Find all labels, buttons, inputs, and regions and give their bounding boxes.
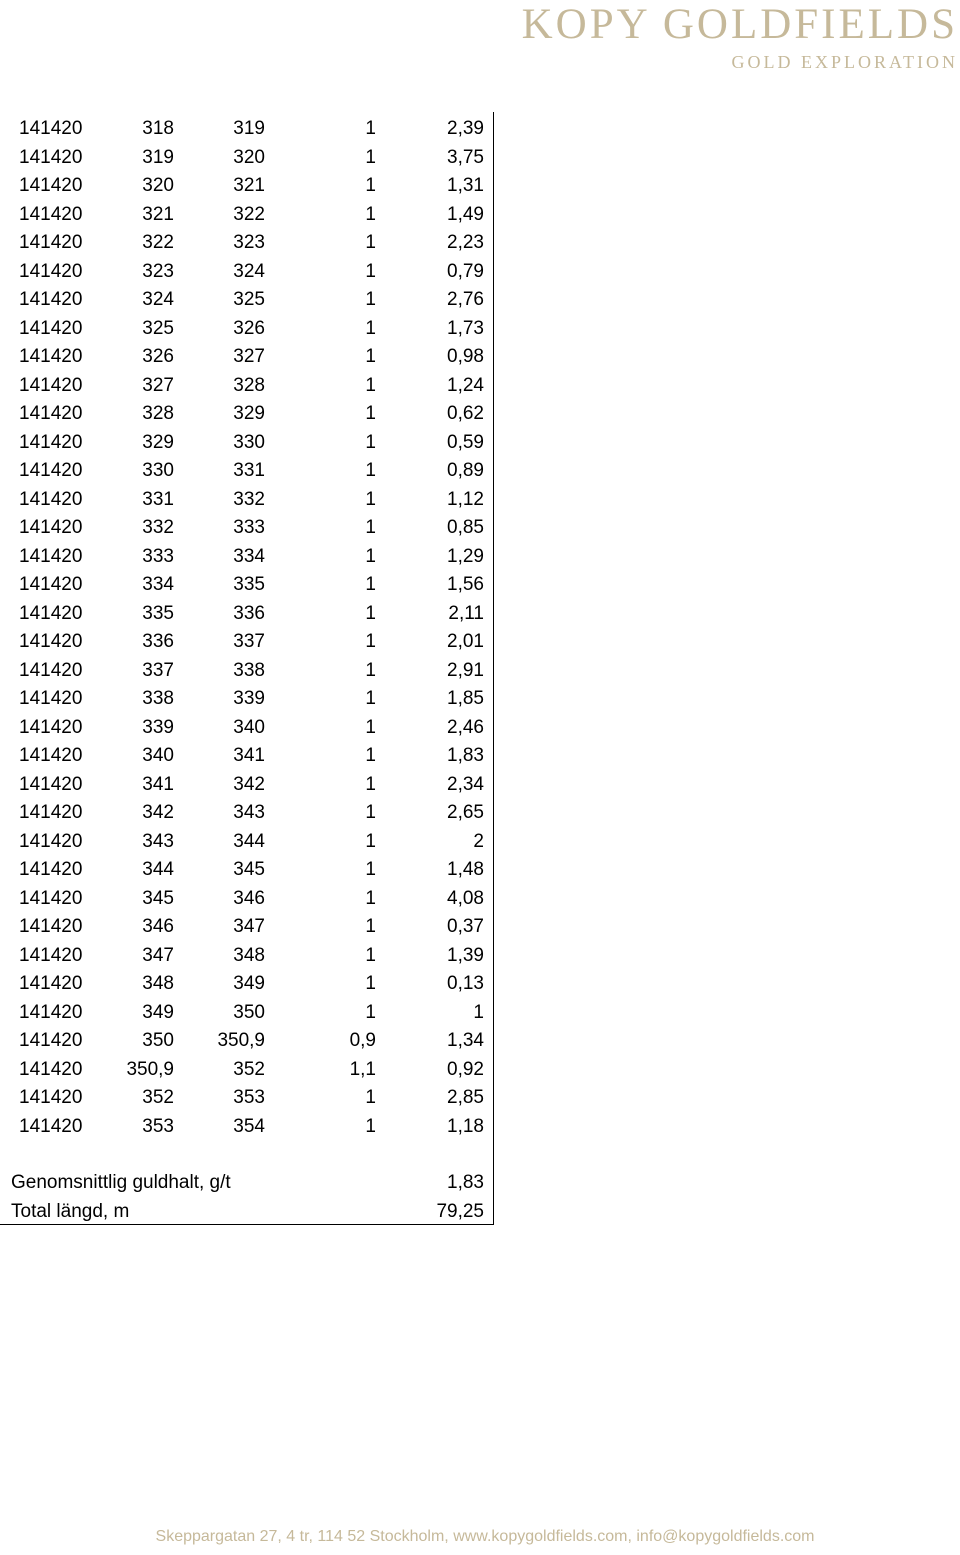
grade-cell: 2,39 bbox=[447, 118, 484, 139]
to-cell: 344 bbox=[233, 830, 265, 852]
table-row bbox=[0, 771, 494, 800]
hole-id-cell: 141420 bbox=[19, 659, 83, 681]
to-cell: 320 bbox=[233, 146, 265, 168]
table-row bbox=[0, 343, 494, 372]
logo-tagline: GOLD EXPLORATION bbox=[731, 52, 958, 72]
table-row bbox=[0, 400, 494, 429]
hole-id-cell: 141420 bbox=[19, 944, 83, 966]
hole-id-cell: 141420 bbox=[19, 1115, 83, 1137]
grade-cell: 1 bbox=[473, 1001, 484, 1023]
table-row bbox=[0, 144, 494, 173]
table-row bbox=[0, 457, 494, 486]
table-row bbox=[0, 885, 494, 914]
hole-id-cell: 141420 bbox=[19, 802, 83, 823]
table-row bbox=[0, 1113, 494, 1142]
grade-cell: 2,91 bbox=[447, 659, 484, 681]
table-row bbox=[0, 372, 494, 401]
to-cell: 352 bbox=[233, 1058, 265, 1080]
table-row bbox=[0, 657, 494, 686]
hole-id-cell: 141420 bbox=[19, 1001, 83, 1023]
hole-id-cell: 141420 bbox=[19, 146, 83, 168]
table-row bbox=[0, 628, 494, 657]
hole-id-cell: 141420 bbox=[19, 431, 83, 453]
from-cell: 318 bbox=[142, 118, 174, 139]
to-cell: 322 bbox=[233, 203, 265, 225]
from-cell: 326 bbox=[142, 346, 174, 367]
hole-id-cell: 141420 bbox=[19, 688, 83, 709]
table-row bbox=[0, 486, 494, 515]
grade-cell: 1,83 bbox=[447, 745, 484, 766]
to-cell: 341 bbox=[233, 745, 265, 766]
interval-cell: 1 bbox=[365, 175, 376, 196]
table-body bbox=[0, 115, 494, 1141]
from-cell: 319 bbox=[142, 146, 174, 168]
table-row bbox=[0, 286, 494, 315]
grade-cell: 0,89 bbox=[447, 460, 484, 481]
interval-cell: 1 bbox=[365, 602, 376, 624]
to-cell: 345 bbox=[233, 859, 265, 880]
grade-cell: 2,46 bbox=[447, 716, 484, 738]
grade-cell: 0,85 bbox=[447, 517, 484, 538]
grade-cell: 2,34 bbox=[447, 773, 484, 795]
average-grade-row bbox=[0, 1169, 494, 1198]
interval-cell: 1 bbox=[365, 289, 376, 310]
hole-id-cell: 141420 bbox=[19, 973, 83, 994]
from-cell: 340 bbox=[142, 745, 174, 766]
hole-id-cell: 141420 bbox=[19, 545, 83, 567]
grade-cell: 2,01 bbox=[447, 631, 484, 652]
interval-cell: 1 bbox=[365, 488, 376, 510]
grade-cell: 0,59 bbox=[447, 431, 484, 453]
total-length-value: 79,25 bbox=[436, 1201, 484, 1222]
logo-wordmark: KOPY GOLDFIELDS bbox=[521, 1, 958, 48]
grade-cell: 1,24 bbox=[447, 374, 484, 396]
interval-cell: 1 bbox=[365, 403, 376, 424]
table-row bbox=[0, 799, 494, 828]
grade-cell: 0,13 bbox=[447, 973, 484, 994]
to-cell: 329 bbox=[233, 403, 265, 424]
interval-cell: 1 bbox=[365, 830, 376, 852]
hole-id-cell: 141420 bbox=[19, 859, 83, 880]
from-cell: 350 bbox=[142, 1030, 174, 1051]
hole-id-cell: 141420 bbox=[19, 916, 83, 937]
to-cell: 349 bbox=[233, 973, 265, 994]
hole-id-cell: 141420 bbox=[19, 403, 83, 424]
interval-cell: 1 bbox=[365, 688, 376, 709]
interval-cell: 1 bbox=[365, 203, 376, 225]
to-cell: 334 bbox=[233, 545, 265, 567]
from-cell: 327 bbox=[142, 374, 174, 396]
interval-cell: 1 bbox=[365, 232, 376, 253]
interval-cell: 1 bbox=[365, 1001, 376, 1023]
grade-cell: 1,31 bbox=[447, 175, 484, 196]
from-cell: 348 bbox=[142, 973, 174, 994]
to-cell: 331 bbox=[233, 460, 265, 481]
total-length-row bbox=[0, 1198, 494, 1227]
hole-id-cell: 141420 bbox=[19, 346, 83, 367]
hole-id-cell: 141420 bbox=[19, 887, 83, 909]
from-cell: 347 bbox=[142, 944, 174, 966]
hole-id-cell: 141420 bbox=[19, 260, 83, 282]
grade-cell: 0,79 bbox=[447, 260, 484, 282]
interval-cell: 1 bbox=[365, 260, 376, 282]
to-cell: 350 bbox=[233, 1001, 265, 1023]
to-cell: 339 bbox=[233, 688, 265, 709]
hole-id-cell: 141420 bbox=[19, 1030, 83, 1051]
hole-id-cell: 141420 bbox=[19, 1087, 83, 1108]
interval-cell: 1 bbox=[365, 574, 376, 595]
from-cell: 353 bbox=[142, 1115, 174, 1137]
from-cell: 342 bbox=[142, 802, 174, 823]
from-cell: 320 bbox=[142, 175, 174, 196]
interval-cell: 1 bbox=[365, 944, 376, 966]
grade-cell: 1,73 bbox=[447, 317, 484, 339]
interval-cell: 1 bbox=[365, 346, 376, 367]
from-cell: 324 bbox=[142, 289, 174, 310]
to-cell: 337 bbox=[233, 631, 265, 652]
from-cell: 350,9 bbox=[126, 1058, 174, 1080]
interval-cell: 1 bbox=[365, 1087, 376, 1108]
interval-cell: 1 bbox=[365, 317, 376, 339]
to-cell: 328 bbox=[233, 374, 265, 396]
table-row bbox=[0, 828, 494, 857]
to-cell: 327 bbox=[233, 346, 265, 367]
table-row bbox=[0, 685, 494, 714]
to-cell: 323 bbox=[233, 232, 265, 253]
table-row bbox=[0, 742, 494, 771]
hole-id-cell: 141420 bbox=[19, 830, 83, 852]
to-cell: 325 bbox=[233, 289, 265, 310]
hole-id-cell: 141420 bbox=[19, 517, 83, 538]
interval-cell: 1 bbox=[365, 545, 376, 567]
table-row bbox=[0, 999, 494, 1028]
table-row bbox=[0, 172, 494, 201]
to-cell: 335 bbox=[233, 574, 265, 595]
grade-cell: 2 bbox=[473, 830, 484, 852]
interval-cell: 1 bbox=[365, 1115, 376, 1137]
average-grade-value: 1,83 bbox=[447, 1172, 484, 1193]
from-cell: 335 bbox=[142, 602, 174, 624]
grade-cell: 1,49 bbox=[447, 203, 484, 225]
table-row bbox=[0, 714, 494, 743]
from-cell: 328 bbox=[142, 403, 174, 424]
grade-cell: 1,18 bbox=[447, 1115, 484, 1137]
to-cell: 347 bbox=[233, 916, 265, 937]
to-cell: 330 bbox=[233, 431, 265, 453]
table-row bbox=[0, 942, 494, 971]
interval-cell: 1 bbox=[365, 146, 376, 168]
from-cell: 333 bbox=[142, 545, 174, 567]
from-cell: 322 bbox=[142, 232, 174, 253]
table-row bbox=[0, 115, 494, 144]
from-cell: 321 bbox=[142, 203, 174, 225]
grade-cell: 1,56 bbox=[447, 574, 484, 595]
from-cell: 332 bbox=[142, 517, 174, 538]
from-cell: 344 bbox=[142, 859, 174, 880]
grade-cell: 2,11 bbox=[448, 602, 484, 624]
grade-cell: 2,85 bbox=[447, 1087, 484, 1108]
grade-cell: 1,34 bbox=[447, 1030, 484, 1051]
from-cell: 325 bbox=[142, 317, 174, 339]
to-cell: 346 bbox=[233, 887, 265, 909]
total-length-label: Total längd, m bbox=[11, 1201, 130, 1222]
to-cell: 343 bbox=[233, 802, 265, 823]
to-cell: 324 bbox=[233, 260, 265, 282]
interval-cell: 1 bbox=[365, 659, 376, 681]
grade-cell: 1,12 bbox=[447, 488, 484, 510]
hole-id-cell: 141420 bbox=[19, 716, 83, 738]
table-row bbox=[0, 856, 494, 885]
interval-cell: 1 bbox=[365, 374, 376, 396]
table-row bbox=[0, 1084, 494, 1113]
to-cell: 342 bbox=[233, 773, 265, 795]
interval-cell: 1 bbox=[365, 745, 376, 766]
to-cell: 348 bbox=[233, 944, 265, 966]
from-cell: 343 bbox=[142, 830, 174, 852]
hole-id-cell: 141420 bbox=[19, 232, 83, 253]
interval-cell: 1 bbox=[365, 460, 376, 481]
average-grade-label: Genomsnittlig guldhalt, g/t bbox=[11, 1172, 231, 1193]
interval-cell: 1 bbox=[365, 887, 376, 909]
hole-id-cell: 141420 bbox=[19, 1058, 83, 1080]
table-row bbox=[0, 258, 494, 287]
to-cell: 332 bbox=[233, 488, 265, 510]
interval-cell: 1 bbox=[365, 773, 376, 795]
grade-cell: 0,62 bbox=[447, 403, 484, 424]
interval-cell: 1 bbox=[365, 118, 376, 139]
interval-cell: 1 bbox=[365, 973, 376, 994]
to-cell: 353 bbox=[233, 1087, 265, 1108]
from-cell: 331 bbox=[142, 488, 174, 510]
to-cell: 354 bbox=[233, 1115, 265, 1137]
hole-id-cell: 141420 bbox=[19, 631, 83, 652]
to-cell: 333 bbox=[233, 517, 265, 538]
table-row bbox=[0, 571, 494, 600]
company-logo bbox=[458, 2, 958, 73]
interval-cell: 1,1 bbox=[349, 1058, 376, 1080]
interval-cell: 1 bbox=[365, 716, 376, 738]
from-cell: 334 bbox=[142, 574, 174, 595]
to-cell: 326 bbox=[233, 317, 265, 339]
hole-id-cell: 141420 bbox=[19, 203, 83, 225]
from-cell: 337 bbox=[142, 659, 174, 681]
from-cell: 330 bbox=[142, 460, 174, 481]
interval-cell: 1 bbox=[365, 802, 376, 823]
interval-cell: 1 bbox=[365, 631, 376, 652]
table-row bbox=[0, 429, 494, 458]
grade-cell: 1,48 bbox=[447, 859, 484, 880]
from-cell: 329 bbox=[142, 431, 174, 453]
to-cell: 350,9 bbox=[217, 1030, 265, 1051]
hole-id-cell: 141420 bbox=[19, 374, 83, 396]
grade-cell: 0,98 bbox=[447, 346, 484, 367]
table-row bbox=[0, 514, 494, 543]
grade-cell: 0,37 bbox=[447, 916, 484, 937]
from-cell: 323 bbox=[142, 260, 174, 282]
grade-cell: 0,92 bbox=[447, 1058, 484, 1080]
table-row bbox=[0, 600, 494, 629]
table-row bbox=[0, 913, 494, 942]
grade-cell: 1,39 bbox=[447, 944, 484, 966]
interval-cell: 0,9 bbox=[349, 1030, 376, 1051]
hole-id-cell: 141420 bbox=[19, 773, 83, 795]
from-cell: 339 bbox=[142, 716, 174, 738]
from-cell: 352 bbox=[142, 1087, 174, 1108]
from-cell: 349 bbox=[142, 1001, 174, 1023]
hole-id-cell: 141420 bbox=[19, 175, 83, 196]
from-cell: 338 bbox=[142, 688, 174, 709]
hole-id-cell: 141420 bbox=[19, 118, 83, 139]
grade-cell: 1,85 bbox=[447, 688, 484, 709]
interval-cell: 1 bbox=[365, 431, 376, 453]
to-cell: 336 bbox=[233, 602, 265, 624]
hole-id-cell: 141420 bbox=[19, 745, 83, 766]
table-row bbox=[0, 543, 494, 572]
interval-cell: 1 bbox=[365, 859, 376, 880]
table-row bbox=[0, 201, 494, 230]
from-cell: 336 bbox=[142, 631, 174, 652]
grade-cell: 2,23 bbox=[447, 232, 484, 253]
from-cell: 341 bbox=[142, 773, 174, 795]
table-row bbox=[0, 229, 494, 258]
grade-cell: 2,76 bbox=[447, 289, 484, 310]
table-row bbox=[0, 970, 494, 999]
interval-cell: 1 bbox=[365, 916, 376, 937]
grade-cell: 4,08 bbox=[447, 887, 484, 909]
hole-id-cell: 141420 bbox=[19, 289, 83, 310]
grade-cell: 2,65 bbox=[447, 802, 484, 823]
hole-id-cell: 141420 bbox=[19, 574, 83, 595]
hole-id-cell: 141420 bbox=[19, 460, 83, 481]
grade-cell: 3,75 bbox=[447, 146, 484, 168]
to-cell: 340 bbox=[233, 716, 265, 738]
assay-table bbox=[0, 112, 494, 1225]
table-row bbox=[0, 1056, 494, 1085]
hole-id-cell: 141420 bbox=[19, 602, 83, 624]
grade-cell: 1,29 bbox=[447, 545, 484, 567]
to-cell: 338 bbox=[233, 659, 265, 681]
to-cell: 319 bbox=[233, 118, 265, 139]
footer-contact: Skeppargatan 27, 4 tr, 114 52 Stockholm, www.kopygoldfields.com, info@kopygoldfields.com bbox=[155, 1528, 815, 1545]
hole-id-cell: 141420 bbox=[19, 317, 83, 339]
interval-cell: 1 bbox=[365, 517, 376, 538]
table-row bbox=[0, 315, 494, 344]
hole-id-cell: 141420 bbox=[19, 488, 83, 510]
table-row bbox=[0, 1027, 494, 1056]
from-cell: 345 bbox=[142, 887, 174, 909]
to-cell: 321 bbox=[233, 175, 265, 196]
from-cell: 346 bbox=[142, 916, 174, 937]
